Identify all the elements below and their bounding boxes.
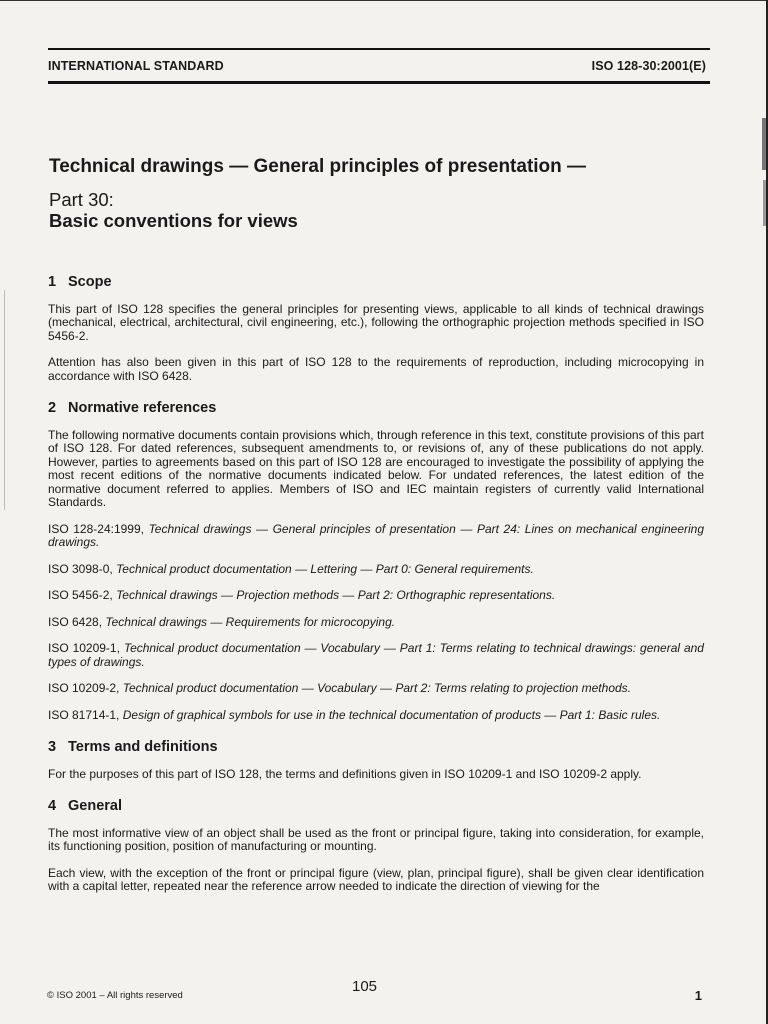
reference-title: Technical drawings — Requirements for microcopying. [105, 614, 396, 629]
section-number: 1 [48, 274, 57, 290]
section-title: Normative references [68, 400, 217, 416]
reference-item [48, 616, 704, 630]
section-title: Scope [68, 274, 112, 290]
header-rule-top [48, 48, 710, 50]
reference-code: ISO 6428, [48, 614, 103, 629]
footer-handwritten-page-number: 105 [352, 978, 378, 995]
section-number: 2 [48, 400, 57, 416]
reference-code: ISO 81714-1, [48, 707, 120, 722]
section-heading-general [48, 800, 704, 814]
document-part: Part 30: [49, 189, 114, 210]
reference-item [48, 709, 704, 723]
reference-title: Technical drawings — Projection methods — Part 2: Orthographic representations. [116, 588, 556, 602]
reference-code: ISO 5456-2, [48, 588, 113, 602]
scan-edge-left [4, 290, 5, 510]
reference-item [48, 563, 704, 577]
document-header [48, 59, 706, 73]
section-number: 4 [48, 798, 57, 814]
reference-title: Technical drawings — General principles of presentation — Part 24: Lines on mechanical engineering drawings. [48, 521, 704, 549]
scope-paragraph-2: Attention has also been given in this part of ISO 128 to the requirements of reproduction, including microcopying in accordance with ISO 6428. [48, 355, 704, 383]
scan-binding-mark [762, 118, 766, 170]
reference-code: ISO 128-24:1999, [48, 521, 144, 536]
reference-code: ISO 10209-2, [48, 681, 120, 695]
reference-title: Design of graphical symbols for use in the technical documentation of products — Part 1: Basic rules. [122, 707, 661, 722]
terms-paragraph: For the purposes of this part of ISO 128, the terms and definitions given in ISO 10209-1 and ISO 10209-2 apply. [48, 766, 642, 781]
general-paragraph-1: The most informative view of an object shall be used as the front or principal figure, taking into consideration, for example, its functioning position, position of manufacturing or mounting. [48, 825, 704, 853]
normative-intro-paragraph: The following normative documents contain provisions which, through reference in this text, constitute provisions of this part of ISO 128. For dated references, subsequent amendments to, or revisions of, any of these publications do not apply. However, parties to agreements based on this part of ISO 128 are encouraged to investigate the possibility of applying the most recent editions of the normative documents indicated below. For undated references, the latest edition of the normative document referred to applies. Members of ISO and IEC maintain registers of currently valid International Standards. [48, 427, 704, 509]
document-subtitle: Basic conventions for views [49, 210, 298, 231]
reference-title: Technical product documentation — Vocabulary — Part 1: Terms relating to technical drawings: general and types of drawings. [48, 641, 704, 669]
reference-title: Technical product documentation — Lettering — Part 0: General requirements. [116, 561, 534, 576]
scope-paragraph-1: This part of ISO 128 specifies the general principles for presenting views, applicable to all kinds of technical drawings (mechanical, electrical, architectural, civil engineering, etc.), following the orthographic projection methods specified in ISO 5456-2. [48, 301, 704, 343]
general-paragraph-2: Each view, with the exception of the front or principal figure (view, plan, principal figure), shall be given clear identification with a capital letter, repeated near the reference arrow needed to indicate the direction of viewing for the [48, 865, 704, 893]
header-standard-type: INTERNATIONAL STANDARD [48, 59, 224, 73]
section-heading-scope [48, 276, 704, 290]
document-title: Technical drawings — General principles of presentation — [49, 156, 587, 177]
scan-edge-top [0, 0, 768, 5]
document-body [48, 276, 704, 907]
scan-binding-mark-lower [763, 180, 766, 226]
reference-item [48, 523, 704, 550]
reference-item [48, 589, 704, 603]
section-number: 3 [48, 739, 57, 755]
reference-code: ISO 10209-1, [48, 641, 120, 655]
reference-code: ISO 3098-0, [48, 561, 113, 576]
footer-page-number: 1 [694, 988, 702, 1003]
section-heading-terms-and-definitions [48, 741, 704, 755]
section-title: General [68, 798, 122, 814]
section-heading-normative-references [48, 402, 704, 416]
reference-title: Technical product documentation — Vocabulary — Part 2: Terms relating to projection methods. [122, 681, 631, 695]
header-rule-bottom [48, 81, 710, 84]
reference-item [48, 682, 704, 696]
reference-item [48, 642, 704, 669]
footer-copyright: © ISO 2001 – All rights reserved [47, 990, 183, 1001]
header-standard-number: ISO 128-30:2001(E) [591, 59, 706, 73]
section-title: Terms and definitions [68, 739, 218, 755]
